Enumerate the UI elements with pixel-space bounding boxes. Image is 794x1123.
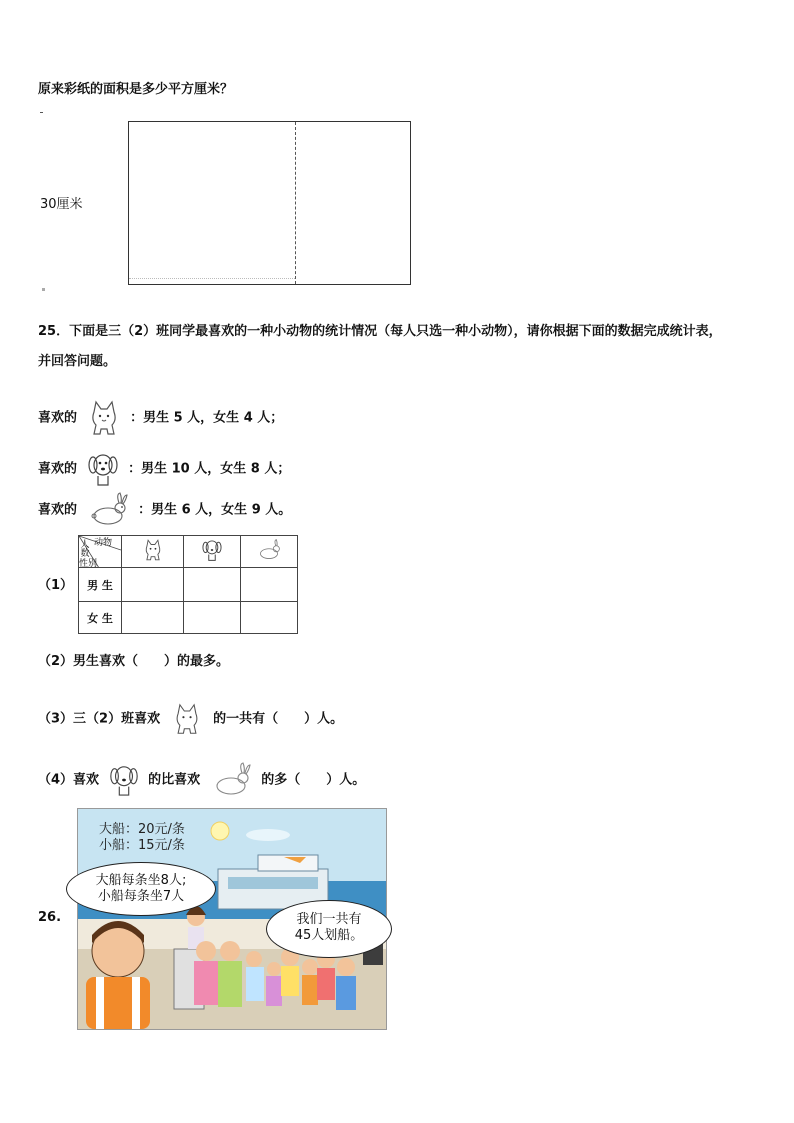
like-row-cat [38, 398, 283, 438]
rabbit-icon [86, 492, 130, 528]
answer-cell[interactable] [122, 568, 184, 602]
q25-sub3 [38, 700, 343, 738]
cat-icon [171, 700, 203, 738]
q25-sub4 [38, 762, 365, 798]
sub4-middle: 的比喜欢 [148, 772, 201, 788]
dog-icon [86, 450, 120, 488]
q24-question: 原来彩纸的面积是多少平方厘米？ [38, 82, 234, 97]
speech-bubble-right [266, 900, 392, 958]
sub4-suffix: 的多（ ）人。 [261, 772, 366, 788]
like-text: ：男生 10 人，女生 8 人； [128, 461, 291, 477]
answer-cell[interactable] [241, 568, 298, 602]
like-row-rabbit [38, 492, 291, 528]
answer-cell[interactable] [122, 602, 184, 634]
sub3-prefix: （3）三（2）班喜欢 [38, 711, 161, 727]
answer-cell[interactable] [184, 602, 241, 634]
paper-rectangle [128, 121, 411, 285]
header-cat-cell [122, 536, 184, 568]
cat-icon [142, 537, 164, 563]
tick-mark [40, 112, 43, 113]
cat-icon [86, 398, 122, 438]
price-small-boat: 小船：15元/条 [99, 838, 185, 853]
dog-icon [201, 537, 223, 563]
header-count: 人数 [80, 540, 90, 559]
header-animal: 动物 [94, 538, 113, 548]
answer-cell[interactable] [184, 568, 241, 602]
dog-icon [108, 762, 140, 798]
bubble-right-line1: 我们一共有 [296, 912, 362, 927]
header-dog-cell [184, 536, 241, 568]
header-gender: 性别 [79, 559, 98, 569]
q25-intro-line1: 25．下面是三（2）班同学最喜欢的一种小动物的统计情况（每人只选一种小动物），请你根据下面的数据完成统计表， [38, 324, 722, 339]
q25-intro-line2: 并回答问题。 [38, 354, 117, 369]
bubble-right-line2: 45人划船。 [294, 928, 364, 943]
diagonal-header-cell [79, 536, 122, 568]
fold-hint [129, 278, 295, 279]
like-prefix: 喜欢的 [38, 410, 78, 426]
q26-number: 26. [38, 910, 62, 925]
tick-mark [42, 288, 45, 291]
rabbit-icon [255, 539, 283, 561]
rabbit-icon [209, 762, 253, 798]
bubble-left-line2: 小船每条坐7人 [97, 889, 185, 904]
like-prefix: 喜欢的 [38, 502, 78, 518]
q25-sub2: （2）男生喜欢（ ）的最多。 [38, 654, 230, 669]
price-big-boat: 大船：20元/条 [99, 822, 185, 837]
answer-cell[interactable] [241, 602, 298, 634]
row-label-boys: 男 生 [79, 568, 122, 602]
sub3-suffix: 的一共有（ ）人。 [213, 711, 344, 727]
bubble-left-line1: 大船每条坐8人; [95, 873, 187, 888]
like-text: ：男生 5 人，女生 4 人； [130, 410, 284, 426]
sub4-prefix: （4）喜欢 [38, 772, 100, 788]
row-label-girls: 女 生 [79, 602, 122, 634]
like-row-dog [38, 450, 290, 488]
stat-table [78, 535, 298, 634]
header-rabbit-cell [241, 536, 298, 568]
table-label: （1） [38, 578, 74, 593]
like-text: ：男生 6 人，女生 9 人。 [138, 502, 292, 518]
side-length-label: 30厘米 [40, 197, 83, 212]
fold-line [295, 122, 296, 284]
like-prefix: 喜欢的 [38, 461, 78, 477]
speech-bubble-left [66, 862, 216, 916]
